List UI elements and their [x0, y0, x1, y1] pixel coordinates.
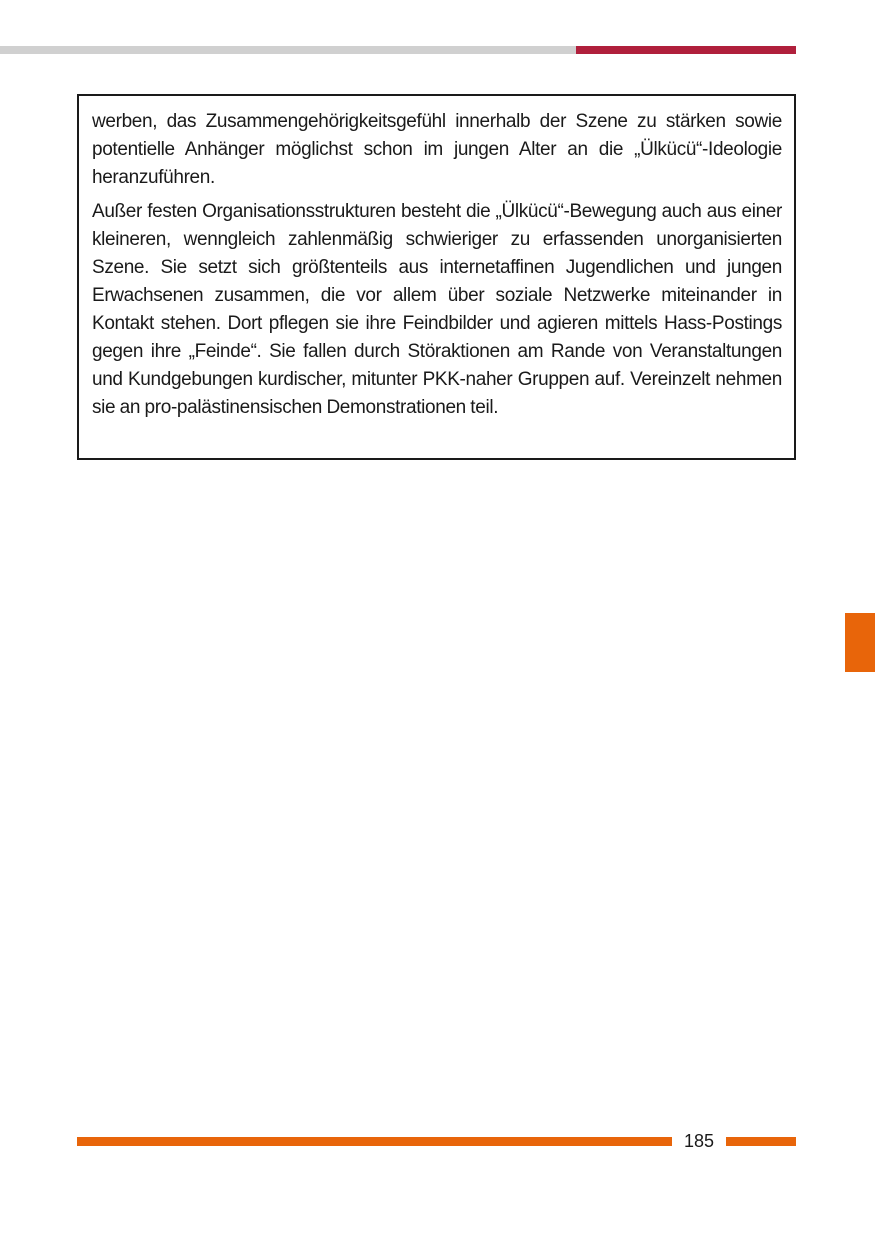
page-number: 185	[683, 1131, 715, 1151]
chapter-side-tab	[845, 613, 875, 672]
header-bar-gray	[0, 46, 576, 54]
info-box-paragraph-1: werben, das Zusammengehörigkeitsgefühl innerhalb der Szene zu stärken sowie potentielle Anhänger möglichst schon im jungen Alter an die „Ülkücü“-Ideologie heranzuführen.	[92, 111, 782, 188]
header-bar-red	[576, 46, 796, 54]
footer-bar-left	[77, 1137, 672, 1146]
info-box	[77, 94, 796, 460]
info-box-paragraph-2: Außer festen Organisationsstrukturen besteht die „Ülkücü“-Bewegung auch aus einer kleineren, wenngleich zahlenmäßig schwieriger zu erfassenden unorganisierten Szene. Sie setzt sich größtenteils aus internetaffinen Jugendlichen und jungen Erwachsenen zusammen, die vor allem über soziale Netzwerke miteinander in Kontakt stehen. Dort pflegen sie ihre Feindbilder und agieren mittels Hass-Postings gegen ihre „Feinde“. Sie fallen durch Störaktionen am Rande von Veranstaltungen und Kundgebungen kurdischer, mitunter PKK-naher Gruppen auf. Vereinzelt nehmen sie an pro-palästinensischen Demonstrationen teil.	[92, 201, 782, 418]
footer-bar-right	[726, 1137, 796, 1146]
